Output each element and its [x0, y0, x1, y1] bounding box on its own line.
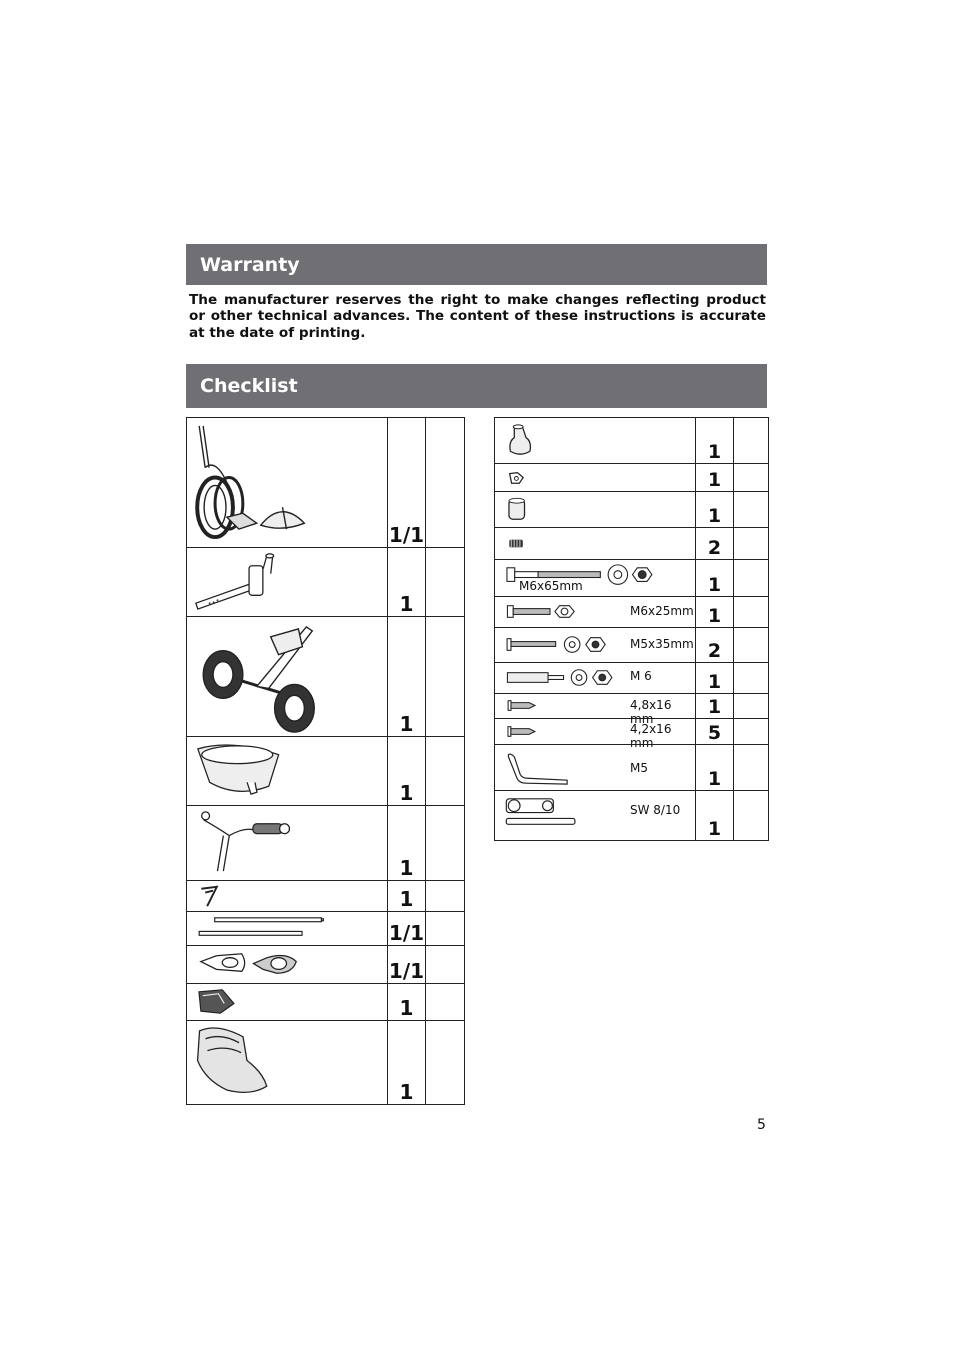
check-box[interactable]	[734, 597, 769, 628]
part-image-cell	[495, 694, 696, 726]
check-box[interactable]	[734, 560, 769, 597]
check-box[interactable]	[426, 548, 465, 617]
part-image-cell	[187, 617, 388, 737]
check-box[interactable]	[734, 663, 769, 694]
part-image-cell	[187, 418, 388, 548]
warranty-text: The manufacturer reserves the right to make changes reflecting product or other technical advances. The content of these instructions is accurate at the date of printing.	[189, 292, 766, 341]
table-row	[187, 617, 465, 737]
rear-axle-wheels-icon	[187, 617, 387, 736]
quantity: 2	[696, 628, 734, 663]
part-image-cell	[495, 597, 696, 628]
part-image-cell	[187, 984, 388, 1021]
part-image-cell	[495, 418, 696, 464]
check-box[interactable]	[426, 418, 465, 548]
quantity: 1	[696, 745, 734, 791]
part-image-cell	[187, 946, 388, 984]
check-box[interactable]	[426, 737, 465, 806]
quantity: 5	[696, 719, 734, 745]
check-box[interactable]	[734, 719, 769, 745]
check-box[interactable]	[426, 1021, 465, 1105]
part-image-cell	[495, 791, 696, 841]
part-image-cell	[495, 464, 696, 492]
checklist-table-left	[186, 417, 465, 1105]
part-image-cell	[187, 548, 388, 617]
check-box[interactable]	[426, 617, 465, 737]
check-box[interactable]	[734, 492, 769, 528]
quantity: 1	[388, 617, 426, 737]
push-rods-icon	[187, 912, 387, 945]
checklist-table-right	[494, 417, 769, 841]
quantity: 1/1	[388, 912, 426, 946]
quantity: 1	[696, 597, 734, 628]
quantity: 1/1	[388, 946, 426, 984]
checklist-title: Checklist	[200, 375, 298, 397]
part-spec-label: 4,8x16 mm	[630, 698, 672, 726]
table-row	[495, 628, 769, 663]
part-image-cell	[495, 719, 696, 750]
part-image-cell	[495, 492, 696, 528]
part-image-cell	[187, 806, 388, 881]
warranty-title: Warranty	[200, 253, 300, 276]
table-row	[495, 719, 769, 745]
part-image-cell	[187, 912, 388, 946]
table-row	[495, 663, 769, 694]
part-spec-label: 4,2x16 mm	[630, 722, 672, 750]
basket-icon	[187, 737, 387, 805]
table-row	[495, 492, 769, 528]
check-box[interactable]	[426, 984, 465, 1021]
clamp-rings-icon	[187, 946, 387, 983]
table-row	[495, 528, 769, 560]
part-image-cell	[495, 745, 696, 791]
table-row	[495, 791, 769, 841]
check-box[interactable]	[734, 418, 769, 464]
checklist-header	[186, 364, 767, 408]
handlebar-tube-icon	[187, 548, 387, 616]
check-box[interactable]	[734, 745, 769, 791]
table-row	[495, 560, 769, 597]
quantity: 1	[696, 492, 734, 528]
quantity: 1	[696, 694, 734, 719]
check-box[interactable]	[734, 694, 769, 719]
quantity: 1	[388, 984, 426, 1021]
part-image-cell	[495, 663, 696, 694]
cap-icon	[495, 418, 695, 463]
page-number: 5	[757, 1117, 766, 1133]
part-spec-label: M5x35mm	[630, 637, 694, 651]
quantity: 1	[696, 791, 734, 841]
part-image-cell	[495, 528, 696, 560]
table-row	[495, 464, 769, 492]
table-row	[187, 1021, 465, 1105]
table-row	[495, 694, 769, 719]
warranty-header	[186, 244, 767, 285]
quantity: 1	[696, 663, 734, 694]
check-box[interactable]	[734, 791, 769, 841]
table-row	[495, 418, 769, 464]
check-box[interactable]	[426, 946, 465, 984]
check-box[interactable]	[734, 464, 769, 492]
part-spec-label: M5	[630, 761, 648, 775]
sleeve-icon	[495, 492, 695, 527]
table-row	[187, 912, 465, 946]
end-cap-icon	[495, 528, 695, 559]
part-image-cell	[495, 560, 696, 597]
quantity: 1	[388, 881, 426, 912]
table-row	[187, 946, 465, 984]
part-image-cell	[187, 881, 388, 912]
check-box[interactable]	[426, 806, 465, 881]
small-nut-icon	[495, 464, 695, 491]
quantity: 1	[696, 464, 734, 492]
quantity: 1	[388, 548, 426, 617]
table-row	[187, 737, 465, 806]
check-box[interactable]	[426, 881, 465, 912]
table-row	[187, 548, 465, 617]
quantity: 1/1	[388, 418, 426, 548]
allen-key-icon	[495, 745, 695, 790]
part-spec-label: M 6	[630, 669, 652, 683]
check-box[interactable]	[426, 912, 465, 946]
table-row	[187, 984, 465, 1021]
pedal-box-icon	[187, 984, 387, 1020]
quantity: 1	[388, 1021, 426, 1105]
quantity: 2	[696, 528, 734, 560]
part-image-cell	[495, 628, 696, 663]
table-row	[495, 597, 769, 628]
part-image-cell	[187, 737, 388, 806]
quantity: 1	[696, 560, 734, 597]
table-row	[187, 881, 465, 912]
quantity: 1	[388, 737, 426, 806]
seat-icon	[187, 1021, 387, 1104]
quantity: 1	[696, 418, 734, 464]
part-spec-label: SW 8/10	[630, 803, 681, 817]
table-row	[187, 418, 465, 548]
handlebar-icon	[187, 806, 387, 880]
check-box[interactable]	[734, 528, 769, 560]
frame-wheel-mudguard-icon	[187, 418, 387, 547]
threaded-rod-icon	[495, 663, 695, 693]
part-spec-label: M6x65mm	[519, 579, 583, 593]
table-row	[187, 806, 465, 881]
part-spec-label: M6x25mm	[630, 604, 694, 618]
quantity: 1	[388, 806, 426, 881]
part-image-cell	[187, 1021, 388, 1105]
check-box[interactable]	[734, 628, 769, 663]
table-row	[495, 745, 769, 791]
clip-icon	[187, 881, 387, 911]
